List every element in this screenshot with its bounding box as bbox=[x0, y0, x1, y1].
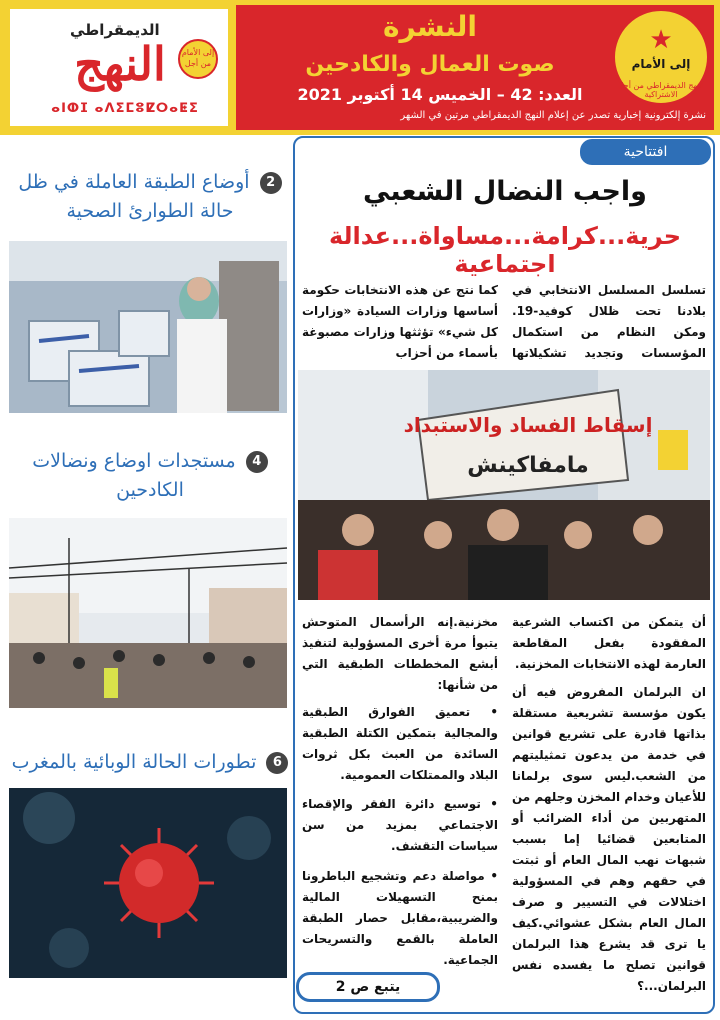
tagline: نشرة إلكترونية إخبارية تصدر عن إعلام النهج الديمقراطي مرتين في الشهر bbox=[400, 110, 706, 121]
virus-illustration bbox=[9, 788, 287, 978]
protest-image bbox=[298, 370, 710, 600]
section-label: افتتاحية bbox=[580, 139, 711, 165]
sidebar-item-title[interactable] bbox=[10, 748, 290, 777]
protest-sign-line: مامفاكينش bbox=[467, 453, 589, 478]
bullet-text: مواصلة دعم وتشجيع الباطرونا بمنح التسهيلات المالية والضريبية،مقابل حصار الطبقة العاملة بالقمع والتسريحات الجماعية. bbox=[302, 869, 498, 967]
logo-top-text: الديمقراطي bbox=[70, 21, 160, 39]
bullet-item: • توسيع دائرة الفقر والإقصاء الاجتماعي بمزيد من سن سياسات التقشف. bbox=[302, 797, 498, 853]
bulletin-title: النشرة bbox=[383, 10, 477, 43]
article-title: واجب النضال الشعبي bbox=[363, 176, 647, 207]
continue-button[interactable] bbox=[296, 972, 440, 1002]
page-number-badge: 6 bbox=[266, 752, 288, 774]
page-number-badge: 4 bbox=[246, 451, 268, 473]
bullet-item: • مواصلة دعم وتشجيع الباطرونا بمنح التسهيلات المالية والضريبية،مقابل حصار الطبقة العاملة بالقمع والتسريحات الجماعية. bbox=[302, 869, 498, 967]
sidebar-item-title[interactable] bbox=[10, 447, 290, 505]
protest-sign-line: إسقاط الفساد والاستبداد bbox=[403, 413, 653, 437]
sidebar-item-label: أوضاع الطبقة العاملة في ظل حالة الطوارئ الصحية bbox=[18, 171, 250, 222]
party-emblem bbox=[612, 8, 710, 106]
continue-label: يتبع ص 2 bbox=[335, 979, 401, 995]
bullet-text: توسيع دائرة الفقر والإقصاء الاجتماعي بمزيد من سن سياسات التقشف. bbox=[302, 797, 498, 853]
logo-seal: إلى الأمام من أجل bbox=[178, 39, 218, 79]
sidebar-item-label: تطورات الحالة الوبائية بالمغرب bbox=[11, 751, 257, 773]
article-text: مخزنية.إنه الرأسمال المتوحش يتبوأ مرة أخرى المسؤولية لتنفيذ أبشع المخططات الطبقية التي من شأنها: bbox=[302, 615, 498, 692]
factory-photo bbox=[9, 241, 287, 413]
bullet-item: • تعميق الفوارق الطبقية والمجالية بتمكين الكتلة الطبقية السائدة من العبث بكل ثروات البلاد والممتلكات العمومية. bbox=[302, 705, 498, 782]
logo-box bbox=[6, 5, 232, 130]
issue-line: العدد: 42 – الخميس 14 أكتوبر 2021 bbox=[297, 85, 583, 104]
protest-photo bbox=[298, 370, 710, 600]
article-text: تسلسل المسلسل الانتخابي في بلادنا تحت ظلال كوفيد-19. ومكن النظام من استكمال المؤسسات وتجديد تشكيلاتها bbox=[512, 283, 706, 360]
article-slogan: حرية...كرامة...مساواة...عدالة اجتماعية bbox=[328, 222, 682, 278]
page-number-badge: 2 bbox=[260, 172, 282, 194]
emblem-text: إلى الأمام bbox=[631, 57, 691, 71]
article-text: كما نتج عن هذه الانتخابات حكومة أساسها وزارات السيادة «وزارات كل شيء» تؤثثها وزارات مصبوغة بأسماء من أحزاب bbox=[302, 283, 498, 360]
street-market-image[interactable] bbox=[9, 518, 287, 708]
sidebar-item-title[interactable] bbox=[10, 168, 290, 226]
bullet-text: تعميق الفوارق الطبقية والمجالية بتمكين الكتلة الطبقية السائدة من العبث بكل ثروات البلاد والممتلكات العمومية. bbox=[302, 705, 498, 782]
star-icon: ★ bbox=[649, 25, 673, 55]
market-photo bbox=[9, 518, 287, 708]
virus-image[interactable] bbox=[9, 788, 287, 978]
factory-workers-image[interactable] bbox=[9, 241, 287, 413]
logo-text: النهج bbox=[74, 37, 166, 91]
logo-amazigh-text: ⴰⵏⵀⵊ ⴰⴷⵉⵎⵓⵇⵔⴰⵟⵉ bbox=[51, 101, 199, 116]
article-text: ان البرلمان المفروض فيه أن يكون مؤسسة تشريعية مستقلة بذاتها قادرة على تشريع قوانين في خدمة من يدعون تمثيليتهم من الشعب.ليس سوى برلمانا للأعيان وخدام المخزن وجلهم من المتهربين من أداء الضرائب أو المتابعين قضائيا إما بسبب شبهات نهب المال العام أو ثبتت في حقهم وهم في المسؤولية اختلالات في التسيير و صرف المال العام بشكل عشوائي.كيف يا ترى قد يشرع هذا البرلمان قوانين تصلح ما يفسده نفس البرلمان...؟ bbox=[512, 685, 706, 993]
sidebar-item-label: مستجدات اوضاع ونضالات الكادحين bbox=[32, 450, 236, 501]
bulletin-subtitle: صوت العمال والكادحين bbox=[305, 52, 555, 77]
article-text: أن يتمكن من اكتساب الشرعية المفقودة بفعل المقاطعة العارمة لهذه الانتخابات المخزنية. bbox=[512, 615, 706, 671]
emblem-ring-text: النهج الديمقراطي من أجل الاشتراكية bbox=[617, 81, 705, 99]
